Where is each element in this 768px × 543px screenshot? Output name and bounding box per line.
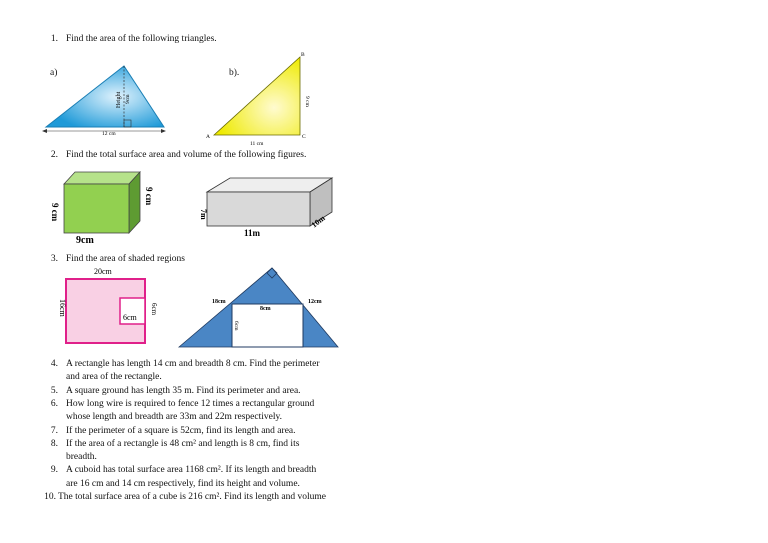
cuboid-height-label: 7m bbox=[199, 209, 208, 220]
cube-front-face bbox=[64, 184, 129, 233]
shaded-triangle-left-label: 18cm bbox=[212, 299, 226, 305]
question-text: Find the area of shaded regions bbox=[66, 254, 185, 264]
vertex-b-label: B bbox=[301, 52, 305, 58]
triangle-a-height-value: 9cm bbox=[125, 94, 131, 104]
shaded-triangle-figure bbox=[175, 264, 345, 352]
triangle-a-figure bbox=[40, 60, 170, 140]
triangle-b-base-label: 11 cm bbox=[250, 141, 264, 147]
question-text-line: How long wire is required to fence 12 times a rectangular ground bbox=[66, 398, 315, 409]
question-number: 8. bbox=[50, 438, 58, 449]
cuboid-figure bbox=[192, 170, 342, 240]
question-number: 4. bbox=[50, 359, 58, 369]
vertex-a-label: A bbox=[206, 134, 210, 140]
cuboid-width-label: 10m bbox=[309, 213, 327, 230]
question-text-line: whose length and breadth are 33m and 22m respectively. bbox=[66, 412, 282, 423]
question-text: Find the area of the following triangles. bbox=[66, 34, 217, 44]
arrow-right-icon bbox=[161, 129, 166, 133]
shaded-rect-inner-height: 6cm bbox=[150, 303, 158, 316]
question-number: 2. bbox=[50, 150, 58, 160]
cube-right-label: 9 cm bbox=[144, 187, 154, 206]
question-number: 3. bbox=[50, 254, 58, 264]
triangle-b-figure bbox=[200, 50, 315, 150]
cuboid-front-face bbox=[207, 192, 310, 226]
cube-bottom-label: 9cm bbox=[76, 235, 94, 246]
question-number: 1. bbox=[50, 34, 58, 44]
question-text-line: breadth. bbox=[66, 452, 97, 463]
triangle-b-shape bbox=[214, 57, 300, 135]
shaded-triangle-right-label: 12cm bbox=[308, 299, 322, 305]
question-text-line: The total surface area of a cube is 216 cm². Find its length and volume bbox=[58, 492, 326, 502]
question-number: 10. bbox=[44, 492, 56, 502]
figure-label-b: b). bbox=[229, 68, 240, 78]
figure-label-a: a) bbox=[50, 68, 58, 78]
shaded-rectangle-figure bbox=[50, 264, 165, 349]
triangle-b-side-label: 9 cm bbox=[304, 96, 310, 107]
shaded-rect-inner-width: 6cm bbox=[123, 313, 137, 322]
question-number: 6. bbox=[50, 398, 58, 409]
question-text-line: A square ground has length 35 m. Find its perimeter and area. bbox=[66, 385, 301, 396]
vertex-c-label: C bbox=[302, 134, 306, 140]
cube-left-label: 9 cm bbox=[50, 203, 60, 222]
cube-top-face bbox=[64, 172, 140, 184]
shaded-rect-top-label: 20cm bbox=[94, 267, 112, 276]
arrow-left-icon bbox=[42, 129, 47, 133]
question-text-line: A rectangle has length 14 cm and breadth 8 cm. Find the perimeter bbox=[66, 359, 320, 369]
triangle-a-base-label: 12 cm bbox=[102, 131, 116, 137]
question-text-line: are 16 cm and 14 cm respectively, find its height and volume. bbox=[66, 478, 300, 489]
question-number: 9. bbox=[50, 465, 58, 476]
question-text: Find the total surface area and volume of the following figures. bbox=[66, 150, 307, 160]
question-number: 7. bbox=[50, 425, 58, 436]
shaded-triangle-top-label: 8cm bbox=[260, 306, 271, 312]
triangle-a-shape bbox=[46, 66, 164, 127]
shaded-triangle-inner-height: 6cm bbox=[233, 321, 239, 331]
question-text-line: If the area of a rectangle is 48 cm² and length is 8 cm, find its bbox=[66, 438, 300, 449]
triangle-a-height-label: Height bbox=[116, 91, 122, 108]
question-number: 5. bbox=[50, 385, 58, 396]
cuboid-length-label: 11m bbox=[244, 228, 261, 238]
shaded-rect-left-label: 16cm bbox=[58, 299, 67, 317]
cube-figure bbox=[40, 165, 165, 250]
question-text-line: A cuboid has total surface area 1168 cm². If its length and breadth bbox=[66, 465, 317, 476]
question-text-line: and area of the rectangle. bbox=[66, 372, 162, 383]
question-text-line: If the perimeter of a square is 52cm, find its length and area. bbox=[66, 425, 296, 436]
